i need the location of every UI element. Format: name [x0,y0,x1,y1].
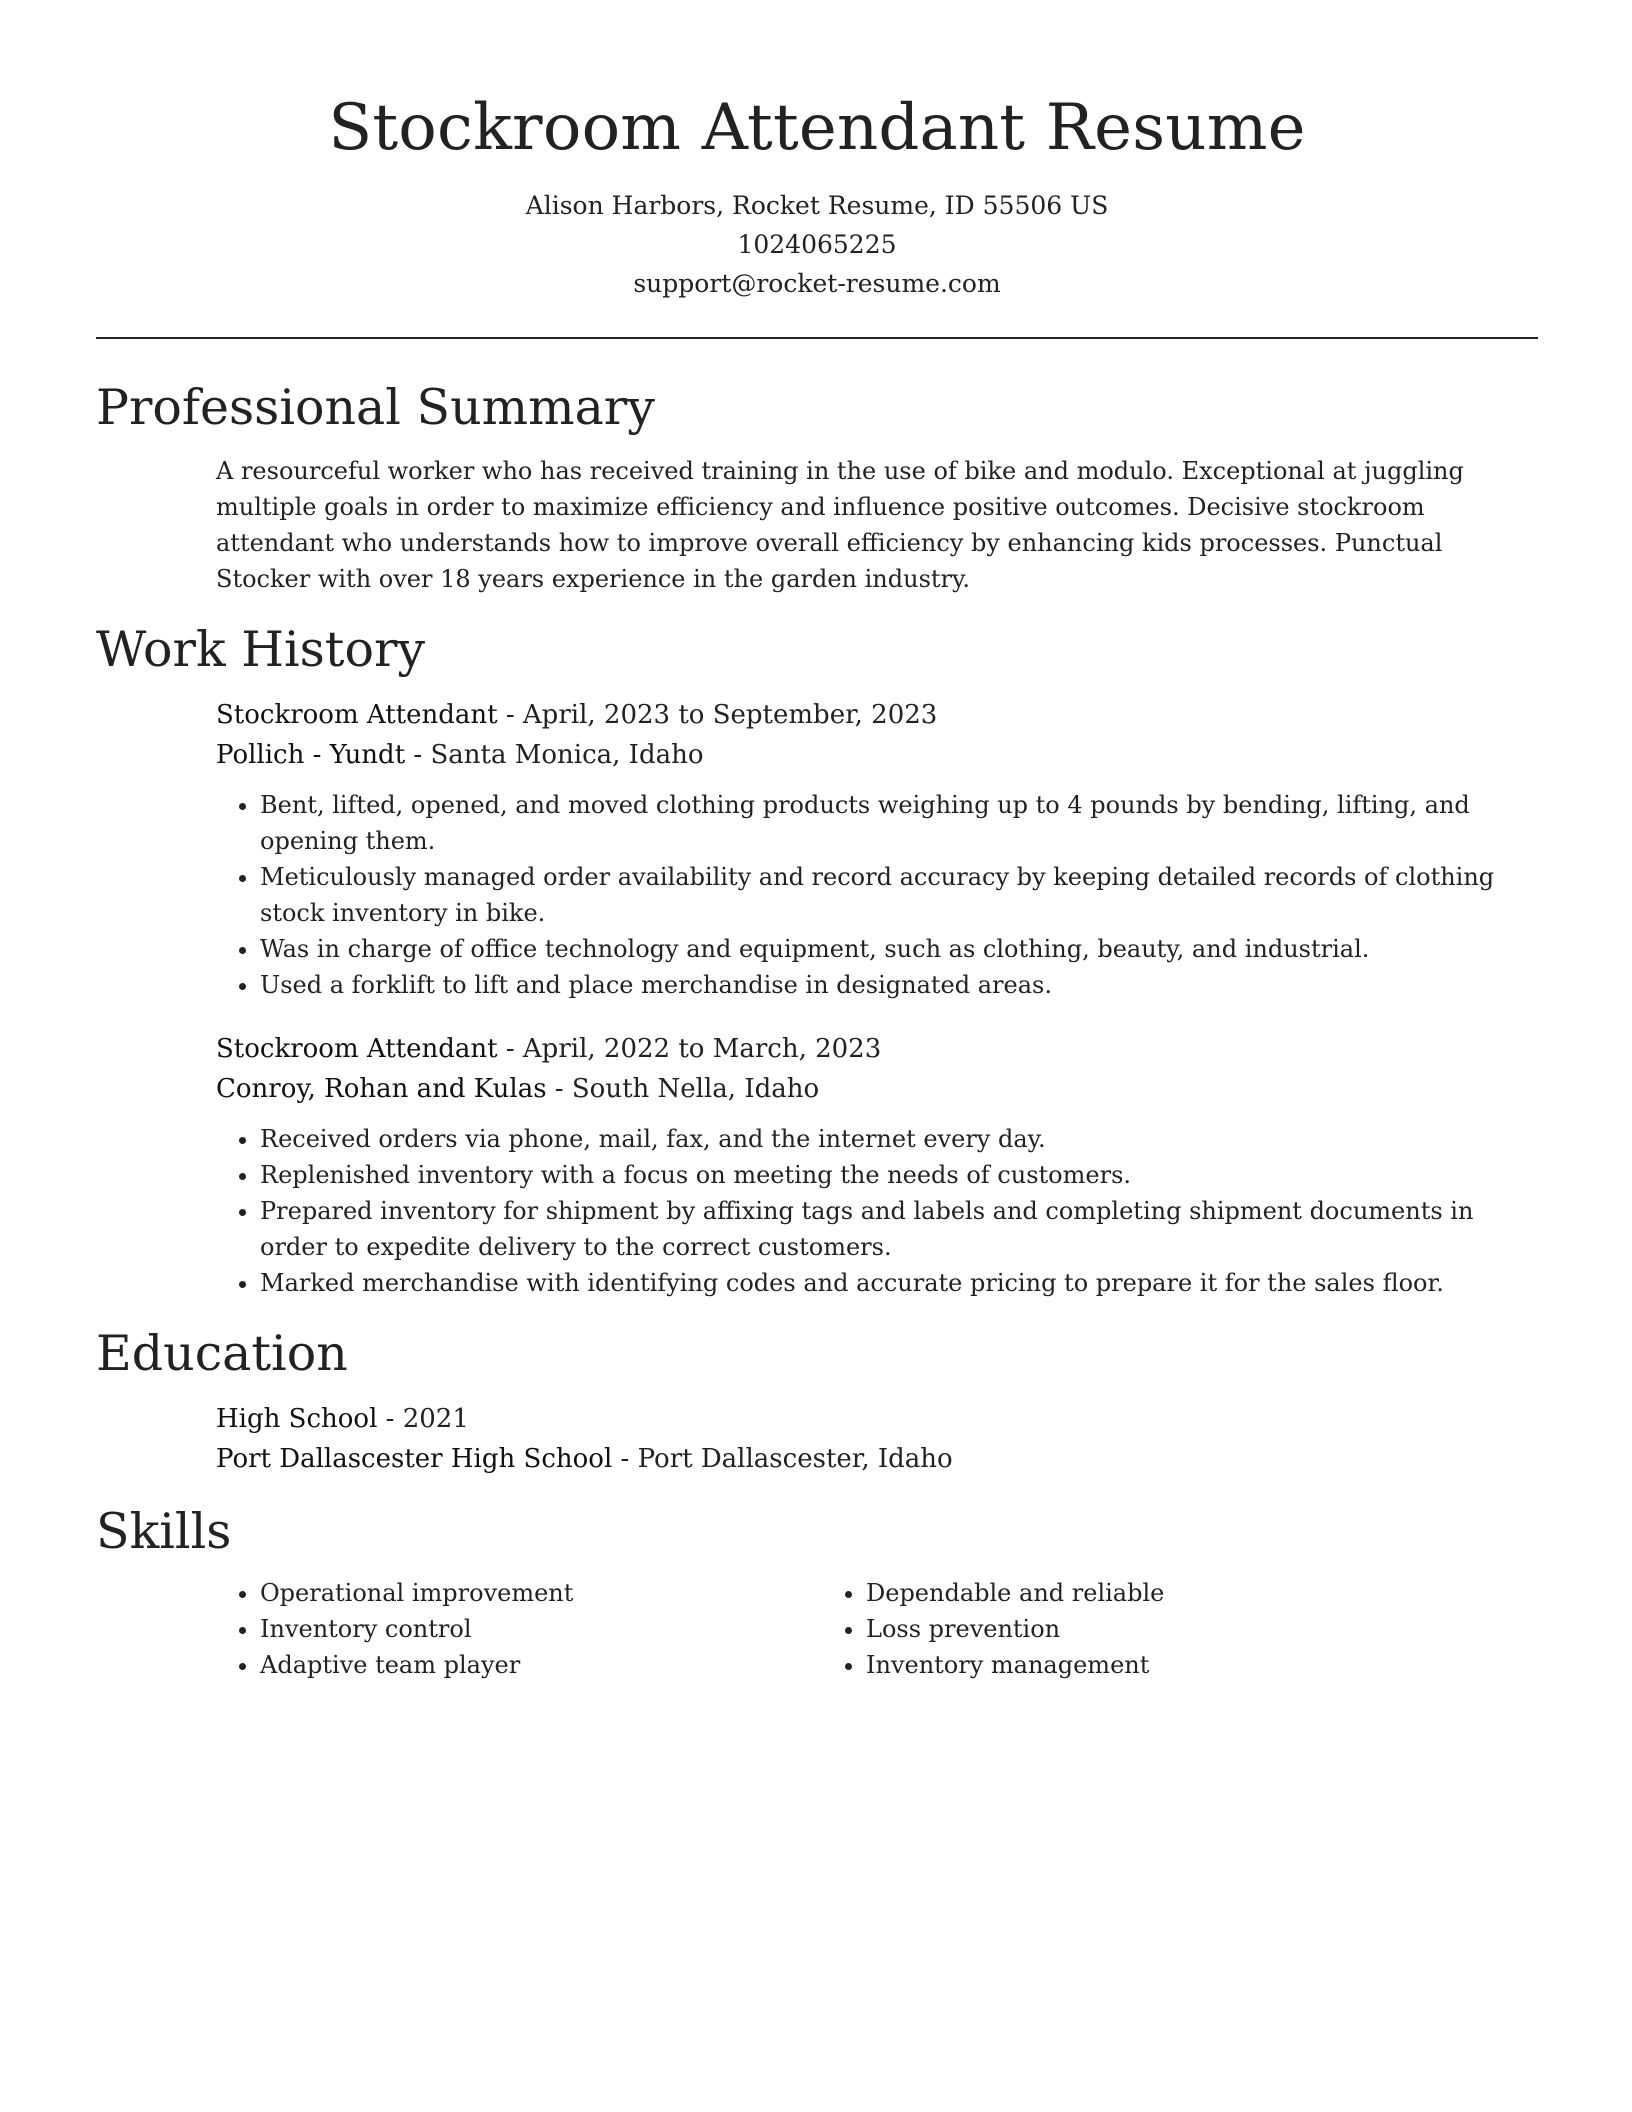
job-title: Stockroom Attendant [216,1034,498,1064]
summary-text: A resourceful worker who has received training in the use of bike and modulo. Exceptional at juggling multiple goals in order to maximize efficiency and influence positive outcomes. Decisive stockroom attendant who understands how to improve overall efficiency by enhancing kids processes. Punctual Stocker with over 18 years experience in the garden industry. [216,457,1464,593]
job-bullet: • Marked merchandise with identifying codes and accurate pricing to prepare it for the sales floor. [260,1265,1538,1301]
contact-block [96,186,1538,303]
section-heading-education: Education [96,1325,348,1382]
education-degree: High School [216,1404,378,1434]
job-title-line: Stockroom Attendant - April, 2023 to September, 2023 [216,700,938,730]
job-entry [216,1029,1538,1301]
job-dates: April, 2023 to September, 2023 [522,700,938,730]
skill-item: • Dependable and reliable [866,1575,1428,1611]
job-location: South Nella, Idaho [571,1074,820,1104]
section-work-history [96,619,1538,1301]
job-entry [216,695,1538,1003]
job-bullet: • Replenished inventory with a focus on meeting the needs of customers. [260,1157,1538,1193]
education-location: Port Dallascester, Idaho [637,1444,953,1474]
education-entry [216,1399,1538,1479]
section-heading-summary: Professional Summary [96,379,655,436]
skills-grid [216,1575,1538,1683]
section-education [96,1323,1538,1479]
skill-item: • Inventory management [866,1647,1428,1683]
contact-email: support@rocket-resume.com [633,269,1001,298]
education-school: Port Dallascester High School [216,1444,613,1474]
job-title-line: Stockroom Attendant - April, 2022 to March, 2023 [216,1034,882,1064]
job-bullets [216,787,1538,1003]
resume-page [96,0,1538,1683]
job-bullet: • Meticulously managed order availability and record accuracy by keeping detailed records of clothing stock inventory in bike. [260,859,1538,931]
skill-item: • Loss prevention [866,1611,1428,1647]
job-company: Conroy, Rohan and Kulas [216,1074,547,1104]
job-location: Santa Monica, Idaho [430,740,704,770]
resume-title: Stockroom Attendant Resume [328,91,1306,165]
contact-address: Alison Harbors, Rocket Resume, ID 55506 US [525,191,1109,220]
section-skills [96,1501,1538,1683]
job-dates: April, 2022 to March, 2023 [522,1034,882,1064]
section-heading-work: Work History [96,621,426,678]
job-bullet: • Used a forklift to lift and place merchandise in designated areas. [260,967,1538,1003]
skill-item: • Operational improvement [260,1575,822,1611]
job-company-line: Pollich - Yundt - Santa Monica, Idaho [216,740,704,770]
education-school-line: Port Dallascester High School - Port Dallascester, Idaho [216,1444,953,1474]
header-divider [96,337,1538,339]
education-degree-line: High School - 2021 [216,1404,469,1434]
skills-column-left [216,1575,822,1683]
job-bullet: • Was in charge of office technology and equipment, such as clothing, beauty, and industrial. [260,931,1538,967]
job-bullet: • Bent, lifted, opened, and moved clothing products weighing up to 4 pounds by bending, lifting, and opening them. [260,787,1538,859]
job-company: Pollich - Yundt [216,740,406,770]
job-title: Stockroom Attendant [216,700,498,730]
job-bullet: • Prepared inventory for shipment by affixing tags and labels and completing shipment documents in order to expedite delivery to the correct customers. [260,1193,1538,1265]
job-bullets [216,1121,1538,1301]
job-bullet: • Received orders via phone, mail, fax, and the internet every day. [260,1121,1538,1157]
education-year: 2021 [402,1404,469,1434]
section-professional-summary [96,377,1538,597]
skills-column-right [822,1575,1428,1683]
contact-phone: 1024065225 [737,230,897,259]
job-company-line: Conroy, Rohan and Kulas - South Nella, Idaho [216,1074,820,1104]
skill-item: • Inventory control [260,1611,822,1647]
section-heading-skills: Skills [96,1503,232,1560]
skill-item: • Adaptive team player [260,1647,822,1683]
